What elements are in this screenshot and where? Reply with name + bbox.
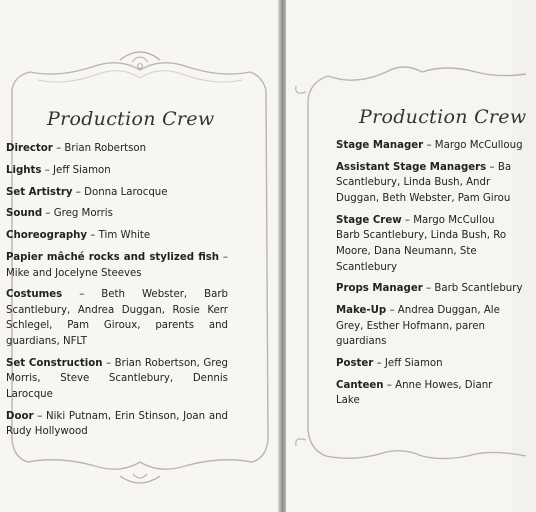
credit-names: Margo McCulloug xyxy=(434,140,523,151)
credit-names: guardians xyxy=(336,336,387,348)
credit-entry: Set Artistry – Donna Larocque xyxy=(6,186,168,198)
credit-names: Donna Larocque xyxy=(84,186,168,198)
credit-role: Canteen xyxy=(336,379,384,391)
credit-names: Grey, Esther Hofmann, paren xyxy=(336,320,485,332)
credit-names: Ba xyxy=(497,161,512,173)
credit-role: Props Manager xyxy=(336,283,423,295)
credit-entry: Make-Up – Andrea Duggan, Ale Grey, Esther Hofmann, paren guardians xyxy=(336,305,500,348)
credit-names: Margo McCullou xyxy=(413,214,495,226)
credit-names: Anne Howes, Dianr xyxy=(395,379,493,391)
credit-role: Set Artistry xyxy=(6,186,73,198)
credit-entry: Director – Brian Robertson xyxy=(6,143,147,154)
credit-names: Niki Putnam, Erin Stinson, Joan and Rudy Hollywood xyxy=(6,410,228,438)
credit-entry: Sound – Greg Morris xyxy=(6,208,113,220)
right-credits-list xyxy=(336,138,536,415)
credit-names: Andrea Duggan, Ale xyxy=(397,305,500,317)
credit-role: Choreography xyxy=(6,230,88,242)
credit-entry: Props Manager – Barb Scantlebury xyxy=(336,283,523,295)
credit-entry: Canteen – Anne Howes, Dianr Lake xyxy=(336,379,493,407)
credit-names: Duggan, Beth Webster, Pam Girou xyxy=(336,192,511,204)
credit-role: Door xyxy=(6,410,34,422)
credit-entry: Lights – Jeff Siamon xyxy=(6,164,111,176)
credit-role: Make-Up xyxy=(336,305,387,317)
credit-role: Sound xyxy=(6,208,43,220)
credit-role: Poster xyxy=(336,358,374,370)
credit-entry: Papier mâché rocks and stylized fish – Mike and Jocelyne Steeves xyxy=(6,251,228,279)
credit-role: Stage Manager xyxy=(336,140,424,151)
credit-names: Scantlebury xyxy=(336,261,398,273)
credit-role: Assistant Stage Managers xyxy=(336,161,487,173)
credit-entry: Poster – Jeff Siamon xyxy=(336,358,443,370)
credit-names: Lake xyxy=(336,395,360,407)
credit-role: Director xyxy=(6,143,53,154)
credit-role: Stage Crew xyxy=(336,214,402,226)
credit-names: Scantlebury, Linda Bush, Andr xyxy=(336,177,491,189)
left-credits-list xyxy=(6,141,228,446)
right-page xyxy=(286,0,527,512)
credit-names: Greg Morris xyxy=(53,208,113,220)
credit-names: Mike and Jocelyne Steeves xyxy=(6,267,142,279)
credit-entry: Choreography – Tim White xyxy=(6,230,151,242)
credit-names: Barb Scantlebury xyxy=(434,283,523,295)
credit-entry: Door – Niki Putnam, Erin Stinson, Joan and Rudy Hollywood xyxy=(6,410,228,438)
credit-names: Moore, Dana Neumann, Ste xyxy=(336,245,477,257)
credit-role: Lights xyxy=(6,164,42,176)
credit-entry: Stage Manager – Margo McCulloug xyxy=(336,140,523,151)
credit-names: Brian Robertson xyxy=(64,143,147,154)
credit-names: Tim White xyxy=(98,230,151,242)
credit-entry: Stage Crew – Margo McCullou Barb Scantlebury, Linda Bush, Ro Moore, Dana Neumann, Ste Scantlebury xyxy=(336,214,507,273)
production-crew-title-right: Production Crew xyxy=(359,106,527,128)
credit-names: Brian Robertson, Greg Morris, Steve Scantlebury, Dennis Larocque xyxy=(6,357,228,401)
production-crew-title: Production Crew xyxy=(47,108,215,130)
credit-names: Jeff Siamon xyxy=(384,358,443,370)
credit-role: Costumes xyxy=(6,289,63,301)
credit-names: Beth Webster, Barb Scantlebury, Andrea Duggan, Rosie Kerr Schlegel, Pam Giroux, parents and guardians, NFLT xyxy=(6,289,228,348)
credit-entry: Assistant Stage Managers – Ba Scantlebury, Linda Bush, Andr Duggan, Beth Webster, Pam Girou xyxy=(336,161,512,204)
credit-names: Barb Scantlebury, Linda Bush, Ro xyxy=(336,230,507,242)
credit-role: Set Construction xyxy=(6,357,103,369)
credit-role: Papier mâché rocks and stylized fish xyxy=(6,251,220,263)
credit-names: Jeff Siamon xyxy=(53,164,111,176)
credit-entry: Set Construction – Brian Robertson, Greg Morris, Steve Scantlebury, Dennis Larocque xyxy=(6,357,228,401)
credit-entry: Costumes – Beth Webster, Barb Scantlebury, Andrea Duggan, Rosie Kerr Schlegel, Pam Giroux, parents and guardians, NFLT xyxy=(6,289,228,348)
